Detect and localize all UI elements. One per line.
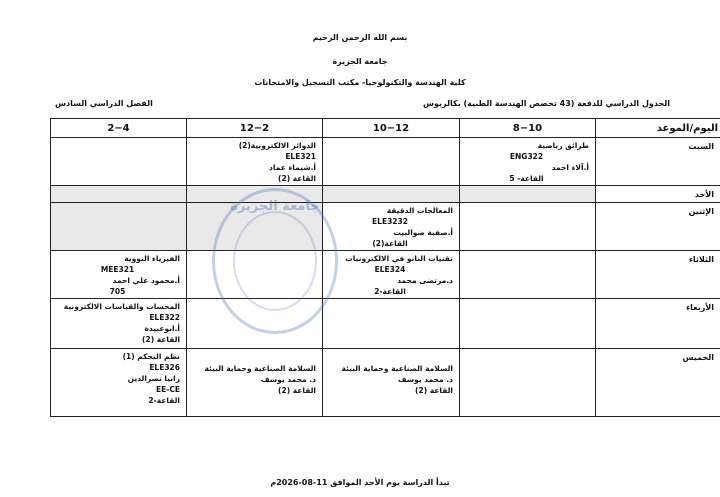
- table-cell: [460, 349, 596, 417]
- day-label: الخميس: [596, 349, 720, 417]
- faculty-office: كلية الهندسة والتكنولوجيا- مكتب التسجيل والامتحانات: [254, 78, 466, 87]
- stamp-text-top: جامعة الجزيرة: [230, 199, 320, 214]
- instructor: أ.شيماء عماد: [269, 163, 316, 172]
- study-start-note: تبدأ الدراسة يوم الأحد الموافق 11-08-2026م: [270, 478, 450, 487]
- day-label: الأربعاء: [596, 299, 720, 349]
- day-label: الأحد: [596, 186, 720, 203]
- room: القاعة (2): [278, 174, 316, 183]
- table-cell: [323, 203, 460, 251]
- instructor: أ.ابوعبيدة: [144, 324, 180, 333]
- course-code: MEE321: [100, 265, 135, 274]
- room: القاعة (2): [415, 386, 453, 395]
- table-row-sunday: [51, 186, 720, 203]
- room: القاعة-2: [374, 287, 406, 296]
- course-name: السلامة الصناعية وحماية البيئة: [204, 364, 316, 373]
- room: القاعة-2: [148, 396, 180, 405]
- instructor: أ.آلاء احمد: [551, 163, 589, 172]
- instructor: أ.محمود علي احمد: [112, 276, 180, 285]
- table-row-monday: [51, 203, 720, 251]
- day-label: الثلاثاء: [596, 251, 720, 299]
- table-row-thursday: [51, 349, 720, 417]
- course-name: طرائق رياضية: [537, 141, 589, 150]
- course-code: ELE3232: [372, 217, 408, 226]
- course-code: ELE321: [285, 152, 316, 161]
- instructor: د. محمد يوسف: [260, 375, 316, 384]
- room: القاعة (2): [142, 335, 180, 344]
- table-cell: [187, 138, 323, 186]
- table-cell: [51, 186, 187, 203]
- table-row-wednesday: [51, 299, 720, 349]
- university-name: جامعة الجزيرة: [332, 57, 388, 66]
- room: القاعة- 5: [509, 174, 544, 183]
- department: EE-CE: [156, 385, 180, 394]
- column-header-slot-4: 2−4: [51, 119, 187, 138]
- table-cell: [460, 138, 596, 186]
- semester-label: الفصل الدراسي السادس: [55, 99, 153, 108]
- course-name: المعالجات الدقيقة: [386, 206, 453, 215]
- table-cell: [187, 186, 323, 203]
- schedule-table: [50, 118, 720, 417]
- table-cell: [187, 299, 323, 349]
- course-code: ELE324: [374, 265, 406, 274]
- instructor: رانيا نصرالدين: [127, 374, 180, 383]
- schedule-title: الجدول الدراسي للدفعة (43 تخصص الهندسة الطبية) بكالريوس: [423, 99, 670, 108]
- column-header-slot-2: 10−12: [323, 119, 460, 138]
- day-label: السبت: [596, 138, 720, 186]
- course-name: السلامة الصناعية وحماية البيئة: [341, 364, 453, 373]
- instructor: أ.صفية ضوالبيت: [393, 228, 453, 237]
- column-header-day: اليوم/الموعد: [596, 119, 720, 138]
- table-cell: [51, 299, 187, 349]
- table-cell: [323, 349, 460, 417]
- course-name: نظم التحكم (1): [122, 352, 180, 361]
- table-cell: [187, 251, 323, 299]
- column-header-slot-3: 12−2: [187, 119, 323, 138]
- instructor: د. محمد يوسف: [397, 375, 453, 384]
- table-cell: [51, 251, 187, 299]
- table-cell: [323, 251, 460, 299]
- table-cell: [460, 299, 596, 349]
- course-code: ELE326: [149, 363, 180, 372]
- basmala: بسم الله الرحمن الرحيم: [312, 33, 408, 42]
- course-name: الدوائر الالكترونية(2): [238, 141, 316, 150]
- table-cell: [323, 299, 460, 349]
- table-cell: [323, 138, 460, 186]
- table-cell: [460, 186, 596, 203]
- table-cell: [51, 138, 187, 186]
- table-header-row: [51, 119, 720, 138]
- table-cell: [460, 203, 596, 251]
- course-code: ENG322: [509, 152, 544, 161]
- course-name: تقنيات النانو في الالكترونيات: [345, 254, 453, 263]
- table-row-saturday: [51, 138, 720, 186]
- table-cell: [51, 349, 187, 417]
- table-cell: [51, 203, 187, 251]
- table-cell: [323, 186, 460, 203]
- table-cell: [187, 349, 323, 417]
- room: 705: [109, 287, 126, 296]
- table-row-tuesday: [51, 251, 720, 299]
- course-code: ELE322: [149, 313, 180, 322]
- room: القاعة(2): [372, 239, 408, 248]
- room: القاعة (2): [278, 386, 316, 395]
- course-name: المحسات والقياسات الالكترونية: [63, 302, 180, 311]
- table-cell: [460, 251, 596, 299]
- column-header-slot-1: 8−10: [460, 119, 596, 138]
- instructor: د.مرتضى محمد: [397, 276, 453, 285]
- day-label: الإثنين: [596, 203, 720, 251]
- course-name: الفيزياء النووية: [124, 254, 180, 263]
- table-cell: [187, 203, 323, 251]
